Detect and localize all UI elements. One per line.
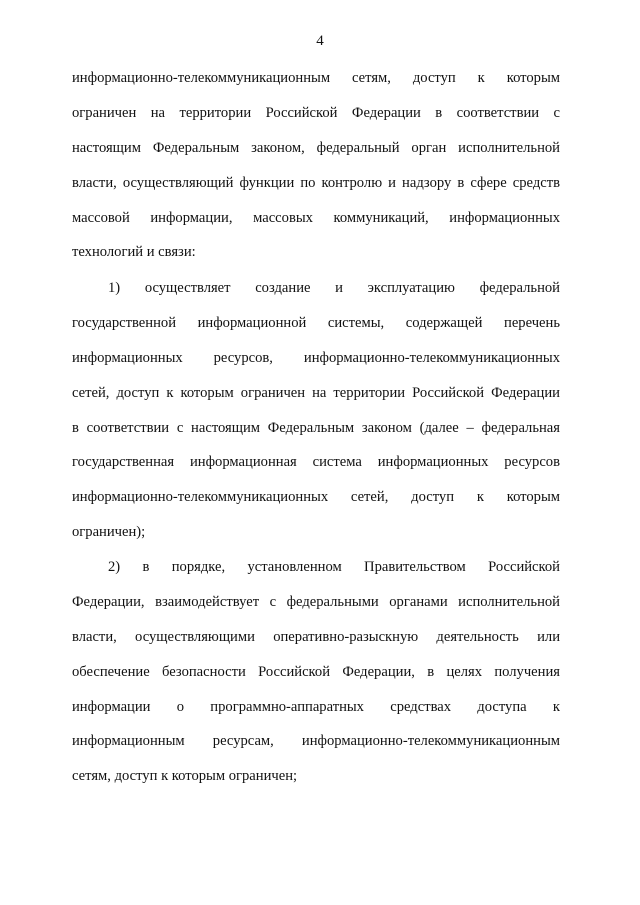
text-line: ограничен на территории Российской Федерации в соответствии с [72,104,560,121]
text-line: массовой информации, массовых коммуникаций, информационных [72,209,560,226]
text-line: сетям, доступ к которым ограничен; [72,768,298,785]
paragraph-intro [72,61,560,270]
paragraph-item-2 [72,550,560,794]
text-line: сетей, доступ к которым ограничен на территории Российской Федерации [72,384,560,401]
page-number: 4 [316,33,324,49]
text-line: информационно-телекоммуникационным сетям, доступ к которым [72,70,560,86]
text-line: информационных ресурсов, информационно-телекоммуникационных [72,349,560,366]
paragraph-item-1 [72,271,560,550]
text-line: власти, осуществляющими оперативно-разыскную деятельность или [72,628,560,645]
text-line: государственной информационной системы, содержащей перечень [72,314,560,331]
text-line: в соответствии с настоящим Федеральным законом (далее – федеральная [72,419,560,436]
text-line: настоящим Федеральным законом, федеральный орган исполнительной [72,139,560,156]
text-line: информации о программно-аппаратных средствах доступа к [72,698,560,715]
text-line: 2) в порядке, установленном Правительством Российской [108,559,560,575]
text-line: обеспечение безопасности Российской Федерации, в целях получения [72,663,560,680]
text-line: Федерации, взаимодействует с федеральными органами исполнительной [72,593,560,610]
text-line: власти, осуществляющий функции по контролю и надзору в сфере средств [72,174,560,191]
text-line: технологий и связи: [72,244,196,261]
text-line: информационно-телекоммуникационных сетей, доступ к которым [72,489,560,506]
text-line: государственная информационная система информационных ресурсов [72,454,560,471]
text-line: 1) осуществляет создание и эксплуатацию федеральной [108,280,560,296]
text-line: информационным ресурсам, информационно-телекоммуникационным [72,733,560,750]
text-line: ограничен); [72,524,146,541]
